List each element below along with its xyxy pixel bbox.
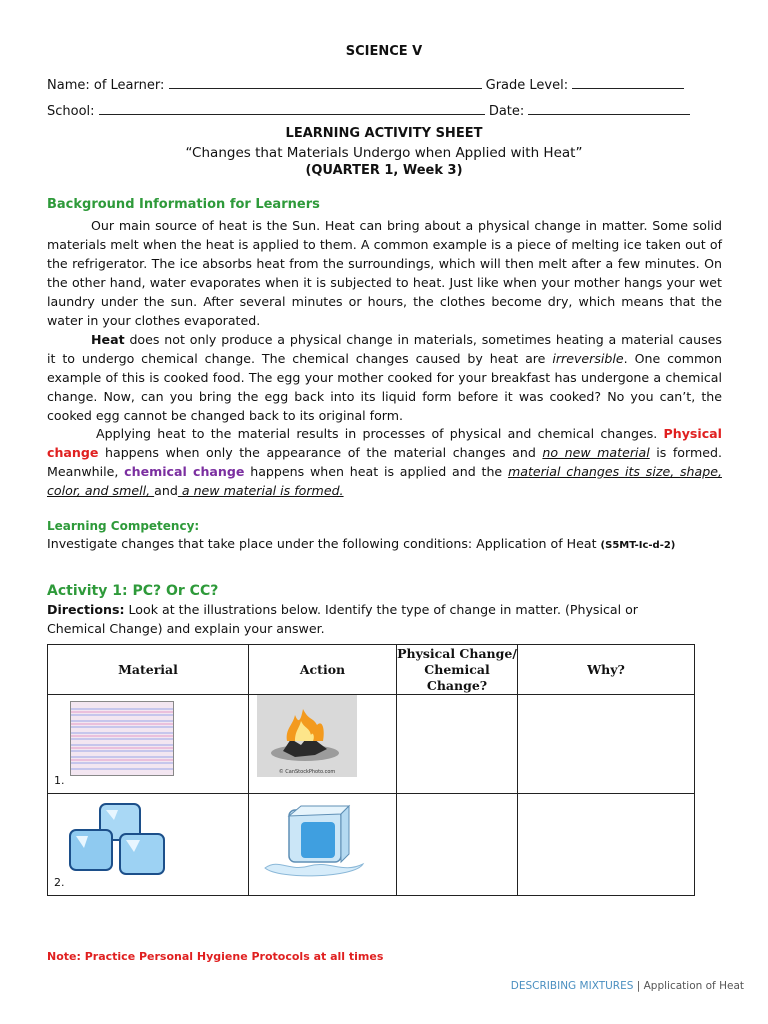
table-row (48, 794, 695, 896)
footer-section: DESCRIBING MIXTURES (510, 980, 634, 992)
competency-code: (S5MT-Ic-d-2) (600, 540, 676, 551)
no-new-material-term: no new material (542, 445, 650, 460)
row2-action-cell (249, 794, 397, 896)
sheet-title: LEARNING ACTIVITY SHEET (285, 126, 483, 141)
p3-text-b: happens when only the appearance of the material changes and (98, 445, 543, 460)
background-paragraph-2 (47, 330, 722, 425)
background-paragraph-3 (47, 424, 722, 500)
watermark-text: © CanStockPhoto.com (278, 769, 336, 775)
p2-text-b: . One common example of this is cooked food. The egg your mother cooked for your breakfast has undergone a chemical change. Now, can you bring the egg back into its liquid form before it was cooked? No you can’t, the cooked egg cannot be changed back to its original form. (47, 351, 722, 423)
footer-topic: Application of Heat (643, 980, 744, 992)
col-action: Action (249, 645, 397, 695)
name-row (47, 77, 684, 93)
irreversible-term: irreversible (552, 351, 624, 366)
material-changes-term: material changes its size, shape, color, and smell, (47, 464, 722, 498)
directions-text: Look at the illustrations below. Identify the type of change in matter. (Physical or Chemical Change) and explain your answer. (47, 602, 638, 636)
row1-change-answer[interactable] (397, 695, 518, 794)
grade-label: Grade Level: (485, 78, 569, 93)
footer-separator: | (633, 980, 644, 992)
ice-cubes-image (66, 800, 182, 882)
activity-heading: Activity 1: PC? Or CC? (47, 583, 219, 599)
sheet-subtitle: “Changes that Materials Undergo when Applied with Heat” (185, 145, 583, 161)
grade-input-line[interactable] (572, 77, 684, 89)
row2-why-answer[interactable] (518, 794, 695, 896)
new-material-term: a new material is formed. (177, 483, 344, 498)
physical-change-term: Physical change (47, 426, 722, 460)
school-label: School: (47, 104, 95, 119)
chemical-change-term: chemical change (124, 464, 245, 479)
activity-table (47, 644, 695, 896)
row2-material-cell (48, 794, 249, 896)
competency-body: Investigate changes that take place under the following conditions: Application of Heat (47, 536, 597, 551)
p3-text-a: Applying heat to the material results in processes of physical and chemical changes. (96, 426, 664, 441)
lined-paper-image (70, 701, 174, 776)
directions (47, 600, 697, 638)
row1-material-cell (48, 695, 249, 794)
burning-paper-image (257, 695, 357, 777)
name-label: Name: of Learner: (47, 78, 165, 93)
table-row (48, 695, 695, 794)
row1-why-answer[interactable] (518, 695, 695, 794)
melting-ice-image (259, 800, 369, 880)
row2-change-answer[interactable] (397, 794, 518, 896)
date-label: Date: (488, 104, 525, 119)
name-input-line[interactable] (169, 77, 482, 89)
col-why: Why? (518, 645, 695, 695)
competency-heading: Learning Competency: (47, 519, 200, 533)
p3-text-d: happens when heat is applied and the (244, 464, 508, 479)
date-input-line[interactable] (528, 103, 690, 115)
row-number: 1. (54, 774, 65, 787)
heat-term: Heat (91, 332, 125, 347)
footer (511, 980, 744, 992)
p3-text-c: is formed. Meanwhile, (47, 445, 722, 479)
row-number: 2. (54, 876, 65, 889)
p3-and: and (154, 483, 178, 498)
school-row (47, 103, 690, 119)
p2-text-a: does not only produce a physical change in materials, sometimes heating a material causes it to undergo chemical change. The chemical changes caused by heat are (47, 332, 722, 366)
col-material: Material (48, 645, 249, 695)
row1-action-cell (249, 695, 397, 794)
competency-text (47, 536, 727, 554)
table-header-row (48, 645, 695, 695)
background-heading: Background Information for Learners (47, 197, 320, 212)
school-input-line[interactable] (99, 103, 485, 115)
directions-label: Directions: (47, 602, 125, 617)
subject-title: SCIENCE V (345, 44, 423, 59)
quarter-label: (QUARTER 1, Week 3) (305, 163, 463, 178)
hygiene-note: Note: Practice Personal Hygiene Protocols at all times (47, 950, 384, 963)
col-change-type: Physical Change/ Chemical Change? (397, 645, 517, 693)
background-paragraph-1: Our main source of heat is the Sun. Heat can bring about a physical change in matter. Some solid materials melt when the heat is applied to them. A common example is a piece of melting ice taken out of the refrigerator. The ice absorbs heat from the surroundings, which will then melt after a few minutes. On the other hand, water evaporates when it is subjected to heat. Just like when your mother hangs your wet laundry under the sun. After several minutes or hours, the clothes become dry, which means that the water in your clothes evaporated. (47, 218, 722, 328)
